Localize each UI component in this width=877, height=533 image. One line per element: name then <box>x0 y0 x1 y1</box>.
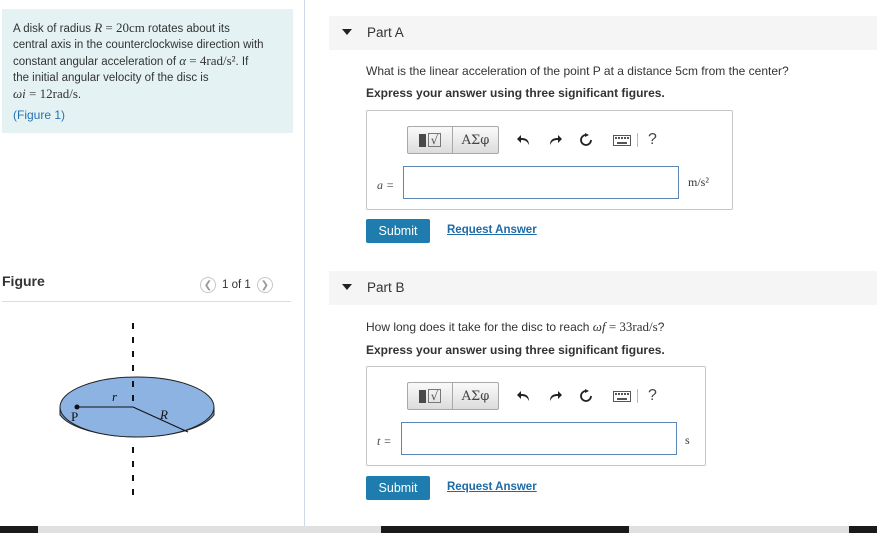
part-a-instruction: Express your answer using three significant figures. <box>366 86 665 100</box>
part-b-unit: s <box>685 433 690 447</box>
template-group <box>407 126 499 154</box>
math-toolbar <box>407 125 657 155</box>
part-b-question <box>366 319 664 335</box>
sqrt-icon: √ <box>428 389 442 403</box>
part-b-label: Part B <box>367 280 405 295</box>
problem-text-3: constant angular acceleration of <box>13 56 180 68</box>
omega-i-value: = 12rad/s <box>25 86 78 101</box>
bottom-scrollbar[interactable] <box>0 526 877 533</box>
collapse-triangle-icon[interactable] <box>342 284 352 290</box>
omega-f-symbol: ωf <box>592 319 606 334</box>
part-b-request-answer-link[interactable]: Request Answer <box>447 481 537 493</box>
problem-text-3b: . If <box>235 56 249 68</box>
part-a-question: What is the linear acceleration of the point P at a distance 5cm from the center? <box>366 64 789 78</box>
part-b-answer-box <box>366 366 706 466</box>
part-a-header[interactable] <box>329 16 877 50</box>
part-a-request-answer-link[interactable]: Request Answer <box>447 224 537 236</box>
part-b-var-label: t = <box>377 434 392 448</box>
chevron-right-icon[interactable]: ❯ <box>257 277 273 293</box>
undo-icon[interactable] <box>513 383 535 409</box>
undo-icon[interactable] <box>513 127 535 153</box>
collapse-triangle-icon[interactable] <box>342 29 352 35</box>
part-a-var-label: a = <box>377 178 395 192</box>
part-b-answer-input[interactable] <box>401 422 677 455</box>
scrollbar-track-left <box>38 526 381 533</box>
part-a-label: Part A <box>367 25 404 40</box>
chevron-left-icon[interactable]: ❮ <box>200 277 216 293</box>
pager-text: 1 of 1 <box>222 279 251 291</box>
template-block-icon <box>419 134 426 147</box>
template-group <box>407 382 499 410</box>
part-b-question-end: ? <box>657 320 665 334</box>
part-a-answer-box <box>366 110 733 210</box>
label-p: P <box>71 409 79 424</box>
problem-text-2: central axis in the counterclockwise direction with <box>13 38 264 51</box>
help-icon[interactable]: ? <box>648 387 657 404</box>
keyboard-icon[interactable] <box>611 383 633 409</box>
alpha-value: = 4rad/s² <box>186 53 236 68</box>
math-toolbar <box>407 381 657 411</box>
part-b-header[interactable] <box>329 271 877 305</box>
part-a-answer-input[interactable] <box>403 166 679 199</box>
redo-icon[interactable] <box>544 383 566 409</box>
part-b-instruction: Express your answer using three significant figures. <box>366 343 665 357</box>
label-r: r <box>112 389 118 404</box>
help-icon[interactable]: ? <box>648 131 657 148</box>
figure-title: Figure <box>2 273 45 289</box>
templates-button[interactable] <box>408 383 453 409</box>
redo-icon[interactable] <box>544 127 566 153</box>
radius-symbol: R <box>94 20 103 35</box>
template-block-icon <box>419 390 426 403</box>
reset-icon[interactable] <box>575 383 597 409</box>
panel-separator <box>304 0 305 526</box>
omega-f-value: = 33rad/s <box>605 319 658 334</box>
greek-symbols-button[interactable]: ΑΣφ <box>461 388 490 404</box>
problem-text-1: A disk of radius <box>13 23 95 35</box>
problem-text-4: the initial angular velocity of the disc is <box>13 71 209 84</box>
reset-icon[interactable] <box>575 127 597 153</box>
problem-text-1b: rotates about its <box>144 23 230 35</box>
templates-button[interactable] <box>408 127 453 153</box>
scrollbar-track-right <box>629 526 849 533</box>
problem-text <box>13 20 288 104</box>
part-b-question-text: How long does it take for the disc to reach <box>366 320 593 334</box>
disk-figure <box>50 315 230 505</box>
omega-i-symbol: ωi <box>13 86 26 101</box>
alpha-symbol: α <box>179 53 187 68</box>
part-b-submit-button[interactable]: Submit <box>366 476 430 500</box>
problem-text-5b: . <box>77 89 82 101</box>
keyboard-icon[interactable] <box>611 127 633 153</box>
label-R: R <box>160 407 168 422</box>
figure-divider <box>2 301 291 302</box>
sqrt-icon: √ <box>428 133 442 147</box>
greek-symbols-button[interactable]: ΑΣφ <box>461 132 490 148</box>
toolbar-separator <box>637 133 638 147</box>
figure-link[interactable]: (Figure 1) <box>13 108 66 122</box>
part-a-submit-button[interactable]: Submit <box>366 219 430 243</box>
radius-value: = 20cm <box>102 20 145 35</box>
figure-pager <box>200 276 273 294</box>
part-a-unit: m/s² <box>688 175 709 189</box>
toolbar-separator <box>637 389 638 403</box>
problem-statement <box>2 9 293 133</box>
